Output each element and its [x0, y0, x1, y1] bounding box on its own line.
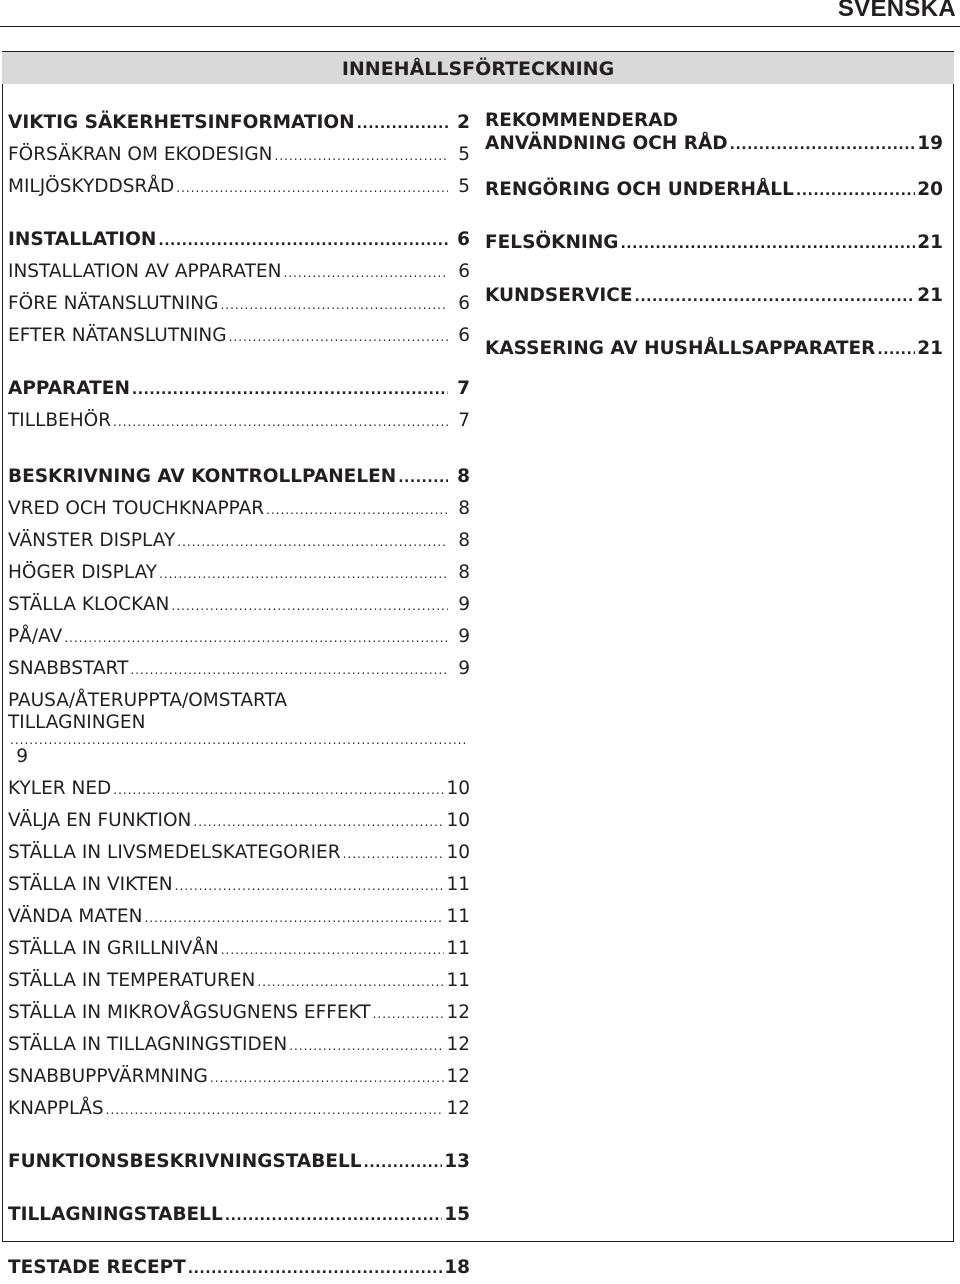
toc-entry[interactable]: VÄLJA EN FUNKTION ..... 10	[8, 805, 470, 837]
toc-entry[interactable]: STÄLLA IN VIKTEN ..... 11	[8, 869, 470, 901]
toc-left-column	[8, 107, 470, 1284]
toc-entry[interactable]: VÄNDA MATEN ..... 11	[8, 901, 470, 933]
toc-entry[interactable]: HÖGER DISPLAY ..... 8	[8, 557, 470, 589]
toc-entry[interactable]: VRED OCH TOUCHKNAPPAR ..... 8	[8, 493, 470, 525]
toc-entry[interactable]: STÄLLA IN LIVSMEDELSKATEGORIER ..... 10	[8, 837, 470, 869]
toc-entry[interactable]: TILLAGNINGSTABELL ..... 15	[8, 1199, 470, 1231]
toc-entry[interactable]: REKOMMENDERAD ANVÄNDNING OCH RÅD ..... 19	[485, 109, 943, 155]
toc-entry[interactable]: STÄLLA IN GRILLNIVÅN ..... 11	[8, 933, 470, 965]
toc-entry[interactable]: KNAPPLÅS ..... 12	[8, 1093, 470, 1125]
toc-entry[interactable]: MILJÖSKYDDSRÅD ..... 5	[8, 171, 470, 203]
toc-entry[interactable]: KASSERING AV HUSHÅLLSAPPARATER ..... 21	[485, 333, 943, 365]
toc-entry[interactable]: FÖRSÄKRAN OM EKODESIGN ..... 5	[8, 139, 470, 171]
toc-entry[interactable]: STÄLLA IN TEMPERATUREN ..... 11	[8, 965, 470, 997]
toc-entry[interactable]: STÄLLA IN MIKROVÅGSUGNENS EFFEKT ..... 12	[8, 997, 470, 1029]
header-rule	[0, 26, 960, 27]
toc-entry[interactable]: STÄLLA KLOCKAN ..... 9	[8, 589, 470, 621]
toc-entry[interactable]: VÄNSTER DISPLAY ..... 8	[8, 525, 470, 557]
toc-entry[interactable]: INSTALLATION AV APPARATEN ..... 6	[8, 256, 470, 288]
toc-entry[interactable]: SNABBSTART ..... 9	[8, 653, 470, 685]
toc-entry[interactable]: EFTER NÄTANSLUTNING ..... 6	[8, 320, 470, 352]
toc-entry[interactable]: FUNKTIONSBESKRIVNINGSTABELL ..... 13	[8, 1146, 470, 1178]
toc-entry[interactable]: PAUSA/ÅTERUPPTA/OMSTARTA TILLAGNINGEN ..... 9	[8, 685, 470, 773]
toc-entry[interactable]: INSTALLATION ..... 6	[8, 224, 470, 256]
toc-entry[interactable]: VIKTIG SÄKERHETSINFORMATION ..... 2	[8, 107, 470, 139]
toc-entry[interactable]: KUNDSERVICE ..... 21	[485, 280, 943, 312]
toc-entry[interactable]: STÄLLA IN TILLAGNINGSTIDEN ..... 12	[8, 1029, 470, 1061]
toc-entry[interactable]: PÅ/AV ..... 9	[8, 621, 470, 653]
toc-entry[interactable]: FELSÖKNING ..... 21	[485, 227, 943, 259]
toc-title: INNEHÅLLSFÖRTECKNING	[2, 52, 954, 84]
toc-entry[interactable]: FÖRE NÄTANSLUTNING ..... 6	[8, 288, 470, 320]
toc-entry[interactable]: BESKRIVNING AV KONTROLLPANELEN ..... 8	[8, 461, 470, 493]
toc-right-column	[485, 107, 943, 365]
toc-entry[interactable]: RENGÖRING OCH UNDERHÅLL ..... 20	[485, 174, 943, 206]
toc-entry[interactable]: TILLBEHÖR ..... 7	[8, 405, 470, 437]
language-label: SVENSKA	[837, 0, 956, 22]
toc-entry[interactable]: SNABBUPPVÄRMNING ..... 12	[8, 1061, 470, 1093]
toc-entry[interactable]: TESTADE RECEPT ..... 18	[8, 1252, 470, 1284]
toc-entry[interactable]: APPARATEN ..... 7	[8, 373, 470, 405]
toc-entry[interactable]: KYLER NED ..... 10	[8, 773, 470, 805]
